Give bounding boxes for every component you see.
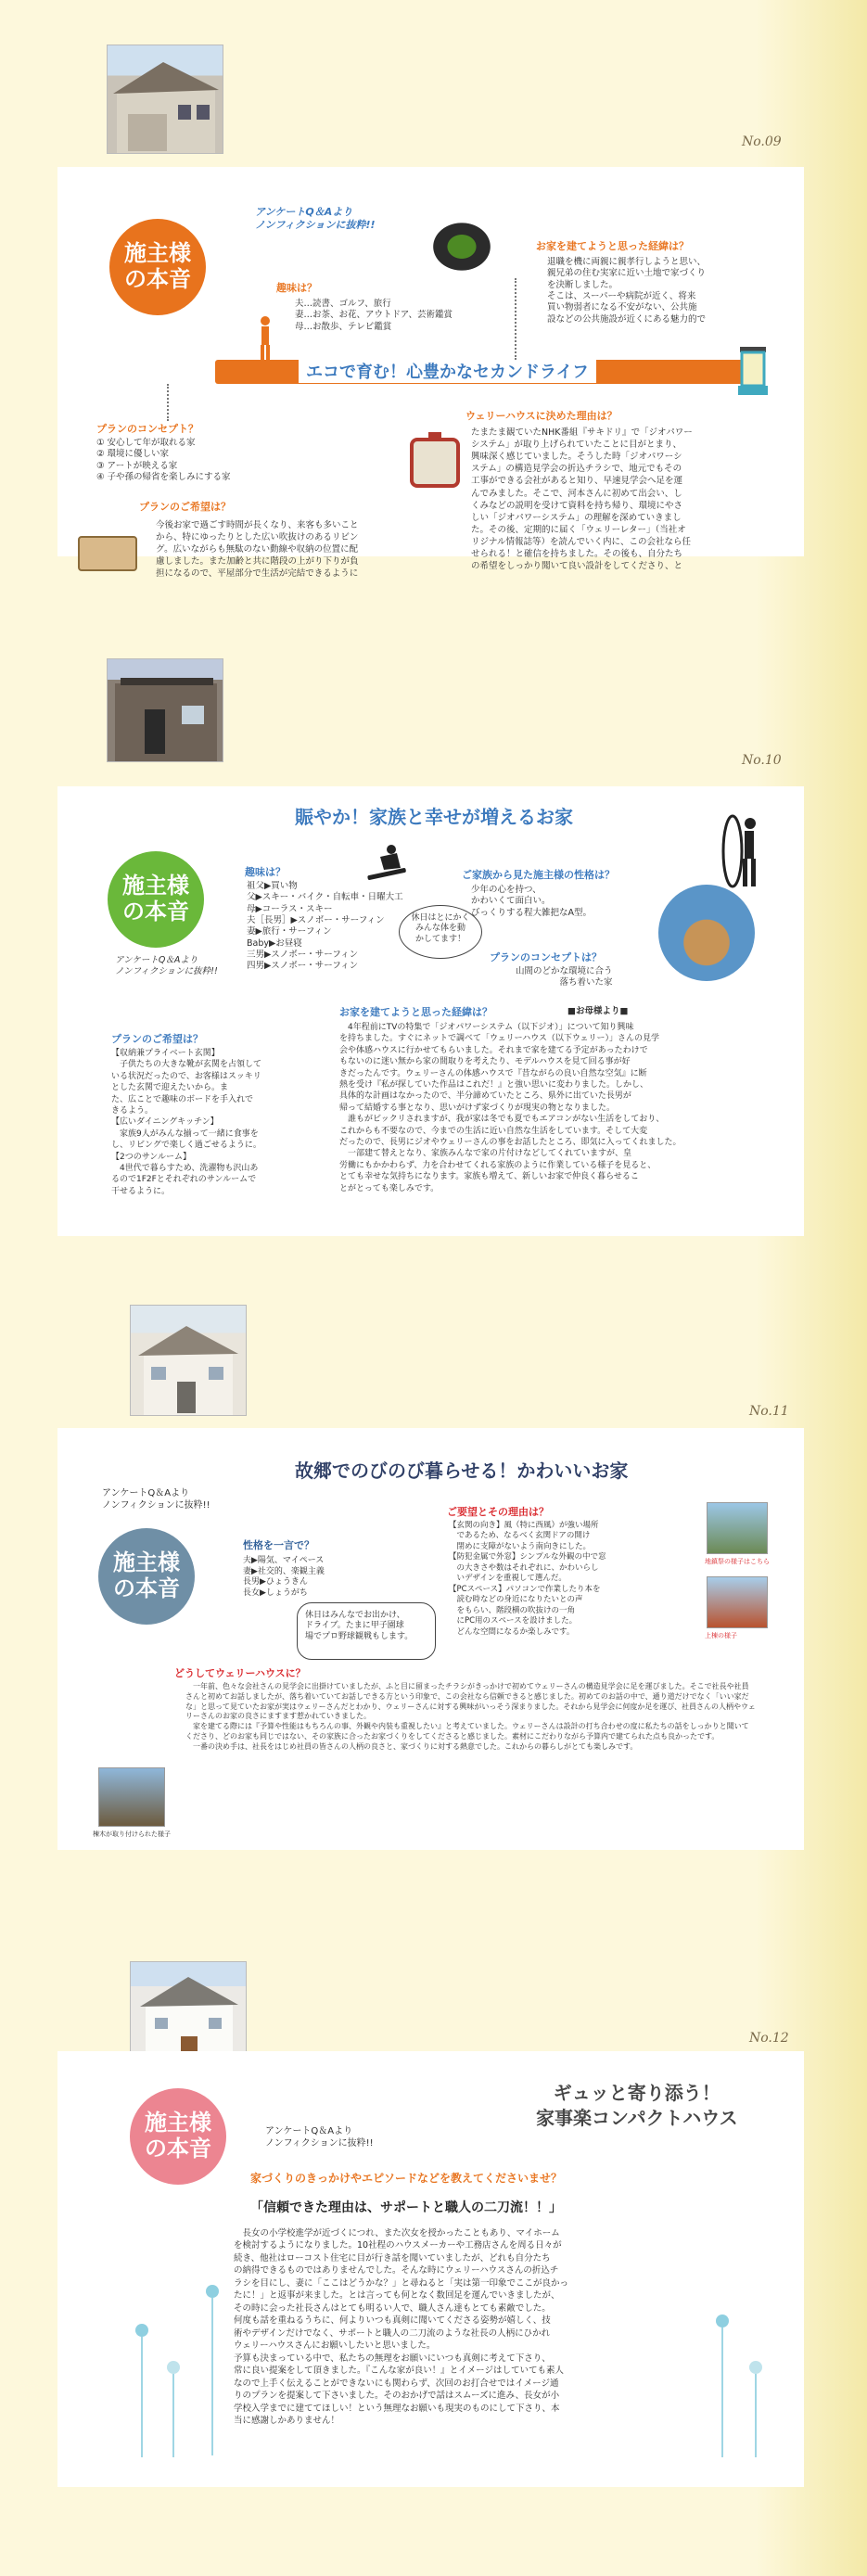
- seshu-circle-label: 施主様 の本音: [145, 2110, 211, 2162]
- request-answer-11: 【玄関の向き】風（特に西風）が強い場所 であるため、なるべく玄関ドアの開け 閉めに支障がないよう南向きにした。 【防犯金属で外窓】シンプルな外観の中で窓 の大きさや数はそれぞれに、かわいらし いデザインを重視して選んだ。 【PCスペース】パソコンで作業したり本を 読む時などの身近になりたいとの声 をもらい、階段横の吹抜けの一角 にPC用のスペースを設けました。 どんな空間になるか楽しみです。: [449, 1521, 606, 1637]
- seshu-circle-09: [109, 219, 206, 315]
- hobby-question-10: 趣味は？: [245, 866, 286, 878]
- matcha-image: [428, 219, 495, 274]
- speech-bubble-10: 休日はとにかく みんな体を動 かしてます！: [399, 905, 482, 959]
- photo-caption-3: 棟木が取り付けられた様子: [93, 1830, 171, 1838]
- event-photo-1: [707, 1502, 768, 1554]
- photo-caption-1: 地鎮祭の様子はこちら: [705, 1558, 770, 1565]
- hobby-answer-09: 夫…読書、ゴルフ、旅行 妻…お茶、お花、アウトドア、芸術鑑賞 母…お散歩、テレビ鑑賞: [295, 299, 453, 332]
- character-answer-10: 少年の心を持つ、 かわいくて面白い。 びっくりする程大雑把なA型。: [471, 885, 592, 918]
- reason-answer-10: 4年程前にTVの特集で「ジオパワーシステム（以下ジオ）」について知り興味 を持ちました。すぐにネットで調べて「ウェリーハウス（以下ウェリー）」さんの見学 会や体感ハウスに行かせてもらいました。それまで家を建てる予定があったわけで もないのに迷い無から家の間取りを考えたり、モデルハウスを見て回る事が好 きだったんです。ウェリーさんの体感ハウスで『昔ながらの良い自然な空気』に断 熱を受け『私が探していた作品はこれだ！』と強い思いに変わりました。しかし、 具体的な計画はなかったので、半分諦めていたところ、県外に出ていた長男が 帰って結婚する事となり、思いがけず家づくりが現実の物となりました。 誰もがビックリされますが、我が家は冬でも夏でもエアコンがない生活をしており、 これからも不要なので、今までの生活に近い自然な生活をしています。そして大変 だったので、長男にジオやウェリーさんの事をお話したところ、即気に入ってくれました。 一部建て替えとなり、家族みんなで家の片付けなどしてくれていますが、皇 労働にもかかわらず、力を合わせてくれる家族のように作業している様子を見ると、 とても幸せな気持ちになります。家族も増えて、新しいお家で仲良く暮らせるこ とがとっても楽しみです。: [339, 1023, 682, 1193]
- suitcase-icon: [406, 428, 464, 490]
- lantern-illustration: [733, 341, 773, 399]
- anke-label-11: アンケートQ＆Aより ノンフィクションに抜粋!!: [102, 1488, 210, 1511]
- why-question-11: どうしてウェリーハウスに？: [174, 1667, 306, 1679]
- concept-answer-09: ① 安心して年が取れる家 ② 環境に優しい家 ③ アートが映える家 ④ 子や孫の帰省を楽しみにする家: [96, 438, 231, 483]
- speech-bubble-11: 休日はみんなでお出かけ、 ドライブ。たまに甲子園球 場でプロ野球観戦もします。: [297, 1602, 436, 1660]
- hobby-answer-10: 祖父▶買い物 父▶スキー・バイク・自転車・日曜大工 母▶コーラス・スキー 夫［長男］▶スノボー・サーフィン 妻▶旅行・サーフィン Baby▶お昼寝 三男▶スノボー・サーフィン 四男▶スノボー・サーフィン: [247, 881, 403, 972]
- anke-label-09: アンケートQ＆Aより ノンフィクションに抜粋!!: [255, 206, 376, 232]
- seshu-circle-label: 施主様 の本音: [113, 1549, 180, 1601]
- concept-question-09: プランのコンセプト？: [96, 423, 198, 435]
- concept-answer-10: 山間のどかな環境に合う 落ち着いた家: [516, 966, 613, 988]
- flower-icon: [167, 2361, 180, 2374]
- reason-tag-10: ■お母様より■: [567, 1006, 629, 1016]
- reason-question-10: お家を建てようと思った経緯は？: [339, 1006, 492, 1018]
- surfer-icon: [700, 814, 765, 892]
- body-12: 長女の小学校進学が近づくにつれ、また次女を授かったこともあり、マイホーム を検討するようになりました。10社程のハウスメーカーや工務店さんを周る日々が 続き、他社はローコスト住宅に目が行き話を聞いていましたが、どれも自分たち の納得できるものではありませんでした。そんな時にウェリーハウスさんの折込チ ラシを目にし、妻に「ここはどうかな？」と尋ねると「実は第一印象でここが良かっ たに！」と返事が来ました。とは言っても何となく数回足を運んでいきましたが、 その時に会った社長さんはとても明るい人で、職人さん達もとても素敵でした。 何度も話を重ねるうちに、何よりいつも真剣に聞いてくださる姿勢が嬉しく、技 術やデザインだけでなく、サポートと職人の二刀流のような社長の人柄にひかれ ウェリーハウスさんにお願いしたいと思いました。 予算も決まっている中で、私たちの無理をお願いにいつも真剣に考えて下さり、 常に良い提案をして頂きました。『こんな家が良い！』とイメージはしていても素人 なので上手く伝えることができないにも関わらず、次回のお打合せではイメージ通 りのプランを提案して下さいました。そのおかげで話はスムーズに進み、長女が小 学校入学までに建ててほしい！という無理なお願いも現実のものにして下さり、本 当に感謝しかありません！: [234, 2228, 569, 2427]
- suitcase-illustration: [406, 428, 464, 490]
- connector-line-1: [167, 384, 169, 421]
- construction-photo-10: [658, 885, 755, 981]
- section-number-11: No.11: [749, 1404, 789, 1419]
- flower-stem-5: [755, 2374, 757, 2457]
- surfer-illustration: [700, 814, 765, 892]
- request-question-11: ご要望とその理由は？: [447, 1506, 549, 1518]
- hobby-question-09: 趣味は？: [276, 282, 317, 294]
- book-illustration: [78, 536, 137, 571]
- flower-stem-4: [721, 2327, 723, 2457]
- character-answer-11: 夫▶陽気、マイペース 妻▶社交的、楽観主義 長男▶ひょうきん 長女▶しょうがち: [243, 1556, 325, 1599]
- flower-stem-2: [172, 2374, 174, 2457]
- section-number-12: No.12: [749, 2031, 789, 2046]
- photo-caption-2: 上棟の様子: [705, 1632, 737, 1639]
- section-number-10: No.10: [742, 753, 782, 768]
- reason-question-09: お家を建てようと思った経緯は？: [536, 240, 689, 252]
- seshu-circle-label: 施主様 の本音: [122, 873, 189, 925]
- lantern-icon: [733, 341, 773, 399]
- seshu-circle-label: 施主様 の本音: [124, 240, 191, 292]
- flower-icon: [135, 2324, 148, 2337]
- why-question-09: ウェリーハウスに決めた理由は？: [465, 410, 618, 422]
- anke-label-12: アンケートQ＆Aより ノンフィクションに抜粋!!: [265, 2126, 374, 2149]
- house-illustration-10: [108, 659, 223, 762]
- anke-label-10: アンケートQ＆Aより ノンフィクションに抜粋!!: [115, 955, 218, 977]
- golfer-icon: [249, 315, 280, 365]
- seshu-circle-10: [108, 851, 204, 948]
- flower-icon: [206, 2285, 219, 2298]
- plan-question-10: プランのご希望は？: [111, 1033, 203, 1045]
- headline-12: 「信頼できた理由は、サポートと職人の二刀流！！」: [250, 2200, 562, 2215]
- event-photo-3: [98, 1767, 165, 1827]
- house-photo-09: [107, 45, 223, 154]
- section-title-09: エコで育む！心豊かなセカンドライフ: [299, 359, 596, 383]
- plan-answer-09: 今後お家で過ごす時間が長くなり、来客も多いこと から、特にゆったりとした広い吹抜けのあるリビン グ。広いながらも無駄のない動線や収納の位置に配 慮しました。また加齢と共に階段の上がり下りが負 担になるので、平屋部分で生活が完結できるように: [156, 520, 359, 580]
- flower-icon: [749, 2361, 762, 2374]
- house-photo-10: [107, 658, 223, 762]
- seshu-circle-11: [98, 1528, 195, 1625]
- why-answer-11: 一年前、色々な会社さんの見学会に出掛けていましたが、ふと目に留まったチラシがきっかけで初めてウェリーさんの構造見学会に足を運びました。そこで社長や社員さんと初めてお話しましたが、落ち着いていてお話しできる方という印象で、この会社なら信頼できると感じました。初めてのお話の中で、通り道だけでなく「いい家だな」と思って見ていたお家が実はウェリーさんだとわかり、ウェリーさんに対する興味がいっそう深まりました。それから見学会に何度か足を運び、社員さんの人柄やウェリーさんのお家の良さにますます惹かれていきました。 家を建てる際には『予算や性能はもちろんの事、外観や内装も重視したい』と考えていました。ウェリーさんは設計の打ち合わせの度に私たちの話をしっかりと聞いてくださり、どのお家も同じではない、その家族に合ったお家づくりをしてくださると感じました。素材にこだわりながら予算内で建てられた点も良かったです。 一番の決め手は、社長をはじめ社員の皆さんの人柄の良さと、家づくりに対する熱意でした。これからの暮らしがとても楽しみです。: [185, 1682, 756, 1751]
- flower-icon: [716, 2315, 729, 2327]
- flower-stem-1: [141, 2337, 143, 2457]
- section-title-11: 故郷でのびのび暮らせる！かわいいお家: [295, 1460, 629, 1482]
- plan-question-09: プランのご希望は？: [139, 501, 231, 513]
- snowboarder-icon: [363, 844, 410, 881]
- connector-line-2: [515, 278, 516, 360]
- section-title-10: 賑やか！家族と幸せが増えるお家: [295, 806, 573, 828]
- event-photo-2: [707, 1576, 768, 1628]
- reason-answer-09: 退職を機に両親に親孝行しようと思い、 親兄弟の住む実家に近い土地で家づくり を決断しました。 そこは、スーパーや病院が近く、将来 買い物弱者になる不安がない、公共施 設などの公共施設が近くにある魅力的で: [547, 257, 707, 325]
- snowboarder-illustration: [363, 844, 410, 881]
- concept-question-10: プランのコンセプトは？: [490, 951, 602, 963]
- section-title-12: ギュッと寄り添う！ 家事楽コンパクトハウス: [536, 2082, 738, 2129]
- character-question-10: ご家族から見た施主様の性格は？: [462, 869, 615, 881]
- golfer-illustration: [249, 315, 280, 365]
- plan-answer-10: 【収納兼プライベート玄関】 子供たちの大きな靴が玄関を占領して いる状況だったので、お客様はスッキリ とした玄関で迎えたいから。ま た、広ことで趣味のボードを手入れで きるよう。 【広いダイニングキッチン】 家族9人がみんな揃って一緒に食事を し、リビングで楽しく過ごせるように。 【2つのサンルーム】 4世代で暮らすため、洗濯物も沢山あ るので1F2Fとそれぞれのサンルームで 干せるように。: [111, 1049, 262, 1196]
- character-question-11: 性格を一言で？: [243, 1539, 314, 1551]
- why-answer-09: たまたま観ていたNHK番組『サキドリ』で「ジオパワー システム」が取り上げられていたことに目がとまり、 興味深く感じていました。そうした時「ジオパワーシ ステム」の構造見学会の折込チラシで、地元でもその 工事ができる会社があると知り、早速見学会へ足を運 んでみました。そこで、河本さんに初めて出会い、し くみなどの説明を受けて資料を持ち帰り、環境にやさ しい「ジオパワーシステム」の理解を深めていきまし た。その後、定期的に届く「ウェリーレター」（当社オ リジナル情報誌等）を読んでいく内に、この会社なら任 せられる！と確信を持ちました。その後も、自分たち の希望をしっかり聞いて良い設計をしてくださり、と: [471, 427, 693, 572]
- flower-stem-3: [211, 2298, 213, 2455]
- seshu-circle-12: [130, 2088, 226, 2185]
- house-illustration-09: [108, 45, 223, 154]
- house-photo-11: [130, 1305, 247, 1416]
- section-number-09: No.09: [742, 134, 782, 149]
- house-illustration-11: [131, 1306, 247, 1416]
- episode-question-12: 家づくりのきっかけやエピソードなどを教えてくださいませ？: [250, 2172, 563, 2185]
